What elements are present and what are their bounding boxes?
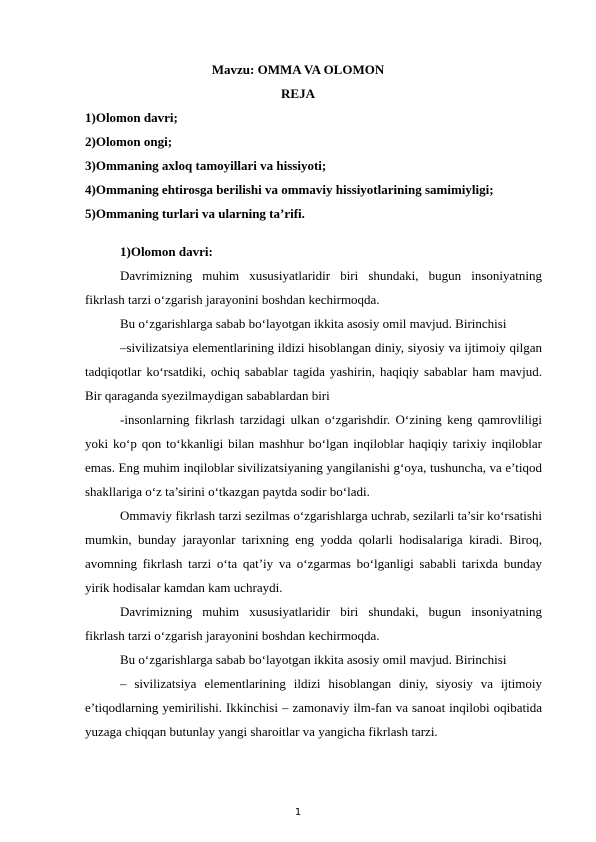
paragraph: Davrimizning muhim xususiyatlaridir biri shundaki, bugun insoniyatning fikrlash tarzi o‘zgarish jarayonini boshdan kechirmoqda. [85,268,542,307]
section-heading: 1)Olomon davri: [120,244,213,259]
plan-item: 1)Olomon davri; [85,110,178,125]
plan-item: 5)Ommaning turlari va ularning ta’rifi. [85,206,305,221]
paragraph: Davrimizning muhim xususiyatlaridir biri shundaki, bugun insoniyatning fikrlash tarzi o‘zgarish jarayonini boshdan kechirmoqda. [85,604,542,643]
plan-item: 3)Ommaning axloq tamoyillari va hissiyoti; [85,158,327,173]
paragraph: -insonlarning fikrlash tarzidagi ulkan o‘zgarishdir. O‘zining keng qamrovliligi yoki ko‘p qon to‘kkanligi bilan mashhur bo‘lgan inqiloblar haqiqiy tarixiy inqiloblar emas. Eng muhim inqiloblar sivilizatsiyaning yangilanishi g‘oya, tushuncha, va e’tiqod shakllariga o‘z ta’sirini o‘tkazgan paytda sodir bo‘ladi. [85,412,542,499]
plan-item: 2)Olomon ongi; [85,134,173,149]
paragraph: – sivilizatsiya elementlarining ildizi hisoblangan diniy, siyosiy va ijtimoiy e’tiqodlarning yemirilishi. Ikkinchisi – zamonaviy ilm-fan va sanoat inqilobi oqibatida yuzaga chiqqan butunlay yangi sharoitlar va yangicha fikrlash tarzi. [85,676,542,739]
paragraph: –sivilizatsiya elementlarining ildizi hisoblangan diniy, siyosiy va ijtimoiy qilgan tadqiqotlar ko‘rsatdiki, ochiq sabablar tagida yashirin, haqiqiy sabablar ham mavjud. Bir qaraganda syezilmaydigan sabablardan biri [85,340,542,403]
document-body [85,240,542,744]
plan-title: REJA [281,86,315,101]
paragraph: Ommaviy fikrlash tarzi sezilmas o‘zgarishlarga uchrab, sezilarli ta’sir ko‘rsatishi mumkin, bunday jarayonlar tarixning eng yodda qolarli hodisalariga kiradi. Biroq, avomning fikrlash tarzi o‘ta qat’iy va o‘zgarmas bo‘lganligi sababli tarixda bunday yirik hodisalar kamdan kam uchraydi. [85,508,542,595]
document-topic: Mavzu: OMMA VA OLOMON [211,62,385,77]
paragraph: Bu o‘zgarishlarga sabab bo‘layotgan ikkita asosiy omil mavjud. Birinchisi [120,316,507,331]
plan-list [85,110,494,230]
paragraph: Bu o‘zgarishlarga sabab bo‘layotgan ikkita asosiy omil mavjud. Birinchisi [120,652,507,667]
page-number: 1 [294,807,302,818]
plan-item: 4)Ommaning ehtirosga berilishi va ommaviy hissiyotlarining samimiyligi; [85,182,494,197]
